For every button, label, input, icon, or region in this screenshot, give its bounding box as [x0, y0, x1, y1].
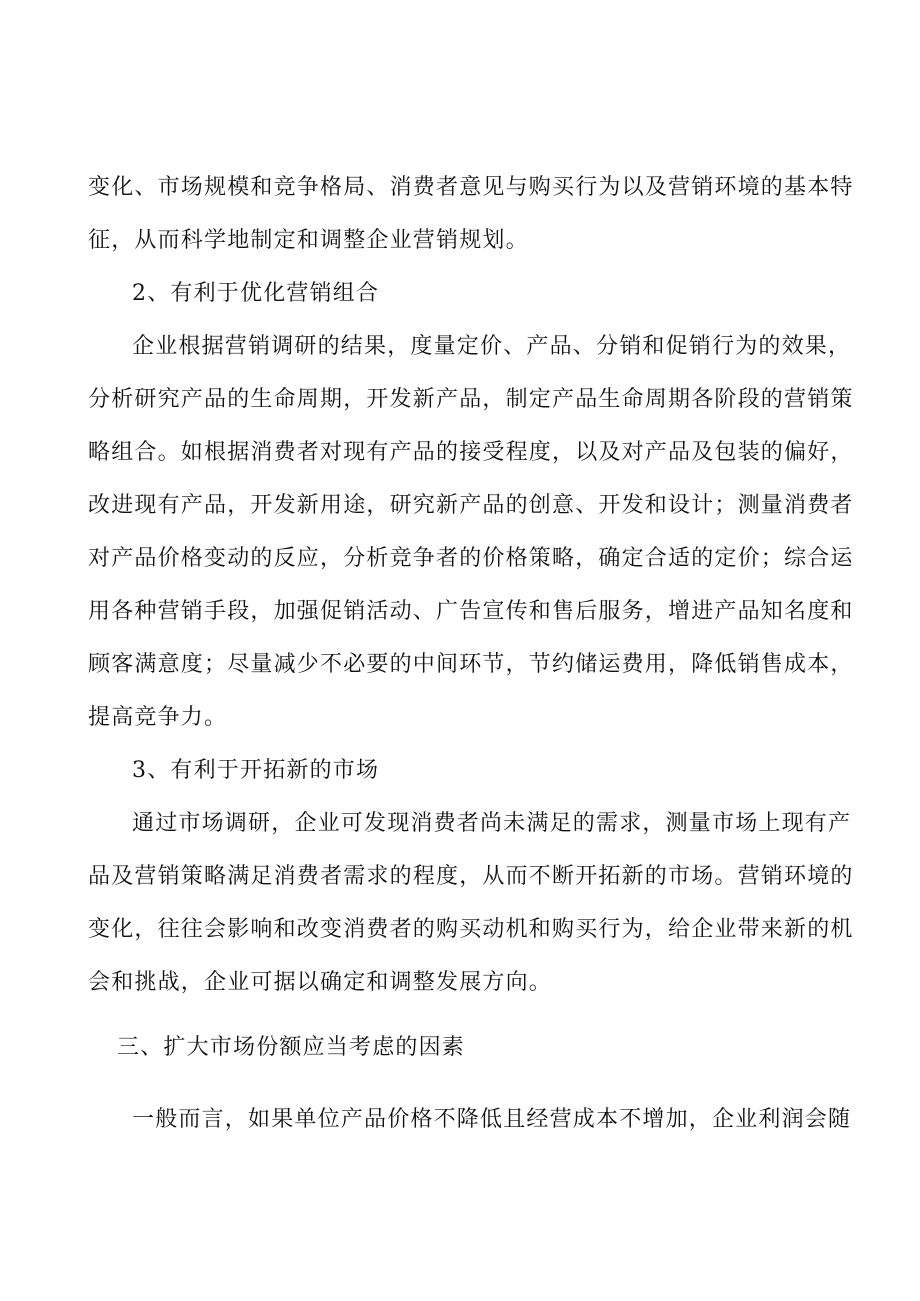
paragraph-line: 变化，往往会影响和改变消费者的购买动机和购买行为，给企业带来新的机 [88, 917, 854, 942]
paragraph-line: 对产品价格变动的反应，分析竞争者的价格策略，确定合适的定价；综合运 [88, 546, 854, 571]
paragraph-line: 改进现有产品，开发新用途，研究新产品的创意、开发和设计；测量消费者 [88, 493, 854, 518]
paragraph-line: 分析研究产品的生命周期，开发新产品，制定产品生命周期各阶段的营销策 [88, 387, 854, 412]
paragraph-line: 一般而言，如果单位产品价格不降低且经营成本不增加，企业利润会随 [132, 1107, 852, 1132]
paragraph-line: 用各种营销手段，加强促销活动、广告宣传和售后服务，增进产品知名度和 [88, 599, 854, 624]
section-heading: 3、有利于开拓新的市场 [132, 758, 380, 783]
paragraph-line: 顾客满意度；尽量减少不必要的中间环节，节约储运费用，降低销售成本， [88, 652, 854, 677]
paragraph-line: 征，从而科学地制定和调整企业营销规划。 [88, 228, 529, 253]
paragraph-line: 通过市场调研，企业可发现消费者尚未满足的需求，测量市场上现有产 [132, 811, 852, 836]
paragraph-line: 品及营销策略满足消费者需求的程度，从而不断开拓新的市场。营销环境的 [88, 864, 854, 889]
paragraph-line: 提高竞争力。 [88, 705, 228, 730]
paragraph-line: 企业根据营销调研的结果，度量定价、产品、分销和促销行为的效果， [132, 334, 852, 359]
section-heading: 2、有利于优化营销组合 [132, 281, 380, 306]
paragraph-line: 变化、市场规模和竞争格局、消费者意见与购买行为以及营销环境的基本特 [88, 175, 854, 200]
paragraph-line: 会和挑战，企业可据以确定和调整发展方向。 [88, 970, 553, 995]
chapter-heading: 三、扩大市场份额应当考虑的因素 [117, 1035, 466, 1060]
paragraph-line: 略组合。如根据消费者对现有产品的接受程度，以及对产品及包装的偏好， [88, 440, 854, 465]
